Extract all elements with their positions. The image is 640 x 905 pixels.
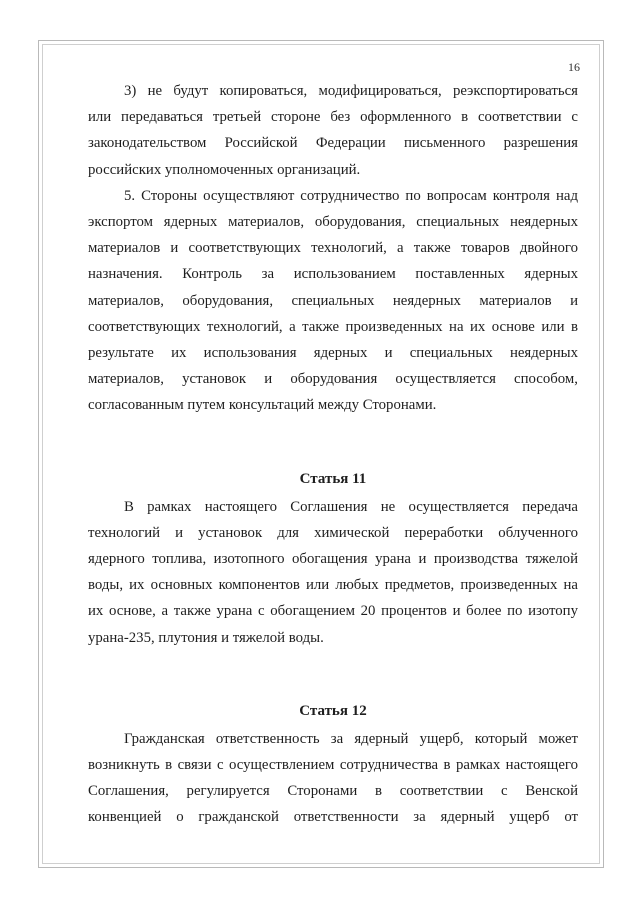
paragraph-item-3 xyxy=(88,78,578,183)
paragraph-clause-5 xyxy=(88,183,578,419)
text-line: или передаваться третьей стороне без оформленного в соответствии с xyxy=(88,109,578,126)
text-line: конвенцией о гражданской ответственности за ядерный ущерб от xyxy=(88,809,578,826)
text-line: законодательством Российской Федерации письменного разрешения xyxy=(88,135,578,152)
article-11-text xyxy=(88,494,578,651)
document-body xyxy=(88,78,578,831)
text-line: Соглашения, регулируется Сторонами в соответствии с Венской xyxy=(88,783,578,800)
text-line: соответствующих технологий, а также произведенных на их основе или в xyxy=(88,318,578,335)
text-line: материалов и соответствующих технологий, а также товаров двойного xyxy=(88,240,578,257)
text-line: их основе, а также урана с обогащением 20 процентов и более по изотопу xyxy=(88,603,578,620)
text-line: российских уполномоченных организаций. xyxy=(88,161,361,178)
text-line: В рамках настоящего Соглашения не осуществляется передача xyxy=(124,498,578,515)
text-line: материалов, установок и оборудования осуществляется способом, xyxy=(88,371,578,388)
text-line: воды, их основных компонентов или любых предметов, произведенных на xyxy=(88,577,578,594)
text-line: материалов, оборудования, специальных неядерных материалов и xyxy=(88,292,578,309)
page-number: 16 xyxy=(568,60,580,74)
text-line: назначения. Контроль за использованием поставленных ядерных xyxy=(88,266,578,283)
article-11-heading: Статья 11 xyxy=(299,470,367,487)
text-line: экспортом ядерных материалов, оборудования, специальных неядерных xyxy=(88,214,578,231)
text-line: ядерного топлива, изотопного обогащения урана и производства тяжелой xyxy=(88,551,578,568)
article-12-heading: Статья 12 xyxy=(299,702,367,719)
text-line: Гражданская ответственность за ядерный ущерб, который может xyxy=(124,730,578,747)
text-line: урана-235, плутония и тяжелой воды. xyxy=(88,629,324,646)
text-line: результате их использования ядерных и специальных неядерных xyxy=(88,345,578,362)
text-line: технологий и установок для химической переработки облученного xyxy=(88,524,578,541)
text-line: 3) не будут копироваться, модифицироваться, реэкспортироваться xyxy=(124,83,578,99)
text-line: возникнуть в связи с осуществлением сотрудничества в рамках настоящего xyxy=(88,757,578,774)
text-line: 5. Стороны осуществляют сотрудничество по вопросам контроля над xyxy=(124,187,578,204)
article-12-text xyxy=(88,726,578,831)
text-line: согласованным путем консультаций между Сторонами. xyxy=(88,397,437,414)
